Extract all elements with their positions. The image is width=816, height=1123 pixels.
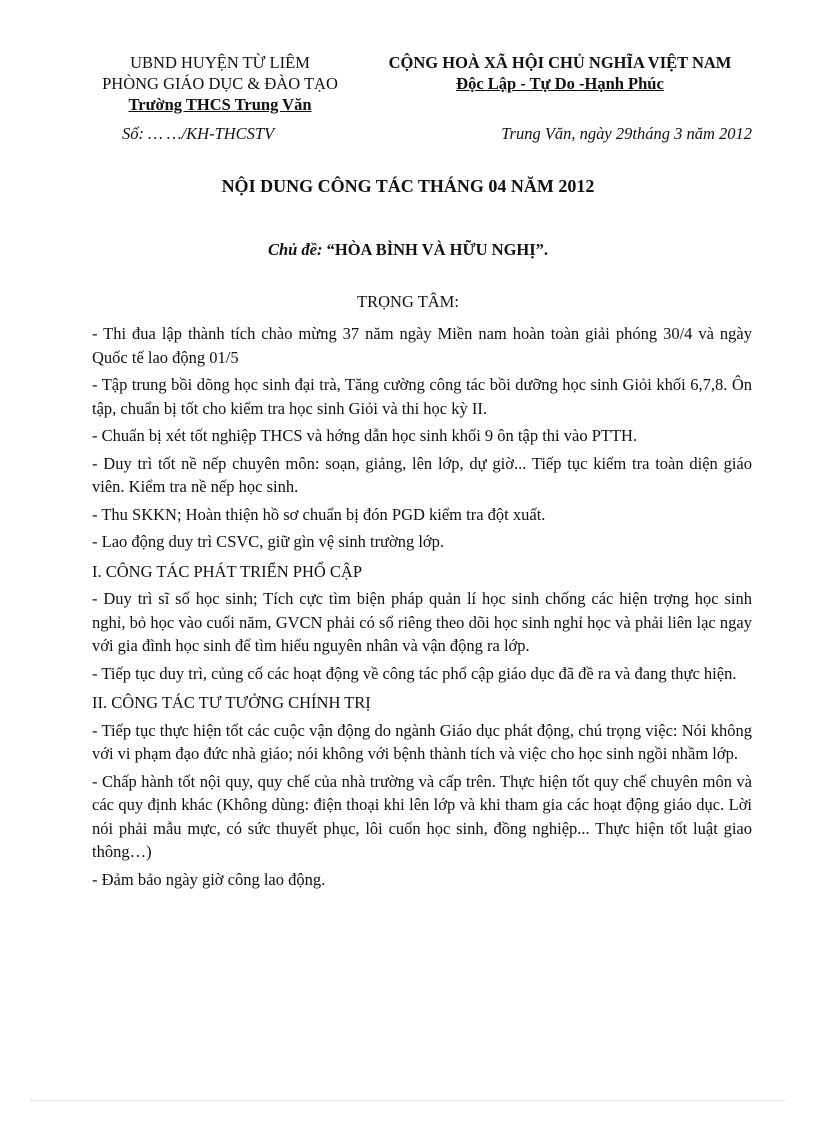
page-bottom-divider bbox=[30, 1100, 786, 1101]
theme-label: Chủ đề: bbox=[267, 240, 323, 259]
focus-item: - Thi đua lập thành tích chào mừng 37 năm ngày Miền nam hoàn toàn giải phóng 30/4 và ngày Quốc tế lao động 01/5 bbox=[92, 324, 752, 367]
section2-item: - Chấp hành tốt nội quy, quy chế của nhà trường và cấp trên. Thực hiện tốt quy chế chuyên môn và các quy định khác (Không dùng: điện thoại khi lên lớp và khi tham gia các hoạt động giáo dục. Lời nói phải mẫu mực, có sức thuyết phục, lôi cuốn học sinh, đồng nghiệp... Thực hiện tốt luật giao thông…) bbox=[92, 771, 752, 861]
header-district: UBND HUYỆN TỪ LIÊM bbox=[130, 53, 310, 72]
section-heading-political: II. CÔNG TÁC TƯ TƯỞNG CHÍNH TRỊ bbox=[92, 693, 371, 712]
focus-item: - Duy trì tốt nề nếp chuyên môn: soạn, giảng, lên lớp, dự giờ... Tiếp tục kiểm tra toàn diện giáo viên. Kiểm tra nề nếp học sinh. bbox=[92, 453, 752, 496]
document-body bbox=[92, 322, 752, 895]
focus-item: - Tập trung bồi dõng học sinh đại trà, Tăng cường công tác bồi dưỡng học sinh Giỏi khối 6,7,8. Ôn tập, chuẩn bị tốt cho kiểm tra học sinh Giỏi và thi học kỳ II. bbox=[92, 375, 752, 418]
focus-item: - Lao động duy trì CSVC, giữ gìn vệ sinh trường lớp. bbox=[92, 532, 445, 551]
document-date: Trung Văn, ngày 29tháng 3 năm 2012 bbox=[501, 124, 752, 143]
header-left bbox=[80, 52, 360, 115]
section2-item: - Đảm bảo ngày giờ công lao động. bbox=[92, 869, 326, 889]
header-country: CỘNG HOÀ XÃ HỘI CHỦ NGHĨA VIỆT NAM bbox=[388, 53, 732, 72]
header-motto: Độc Lập - Tự Do -Hạnh Phúc bbox=[456, 74, 664, 93]
focus-item: - Thu SKKN; Hoàn thiện hồ sơ chuẩn bị đón PGD kiểm tra đột xuất. bbox=[92, 504, 546, 524]
section1-item: - Tiếp tục duy trì, củng cố các hoạt động về công tác phổ cập giáo dục đã đề ra và đang thực hiện. bbox=[92, 663, 737, 683]
section1-item: - Duy trì sĩ số học sinh; Tích cực tìm biện pháp quản lí học sinh chống các hiện trợng học sinh nghỉ, bỏ học vào cuối năm, GVCN phải có sổ riêng theo dõi học sinh nghỉ học và phải liên lạc ngay với gia đình học sinh để tìm hiểu nguyên nhân và vận động ra lớp. bbox=[92, 589, 752, 655]
document-number: Số: … …/KH-THCSTV bbox=[122, 124, 275, 143]
section-heading-universalization: I. CÔNG TÁC PHÁT TRIỂN PHỔ CẬP bbox=[92, 561, 362, 581]
header-department: PHÒNG GIÁO DỤC & ĐÀO TẠO bbox=[102, 74, 338, 93]
focus-item: - Chuẩn bị xét tốt nghiệp THCS và hớng dẫn học sinh khối 9 ôn tập thi vào PTTH. bbox=[92, 426, 638, 445]
theme-text: “HÒA BÌNH VÀ HỮU NGHỊ”. bbox=[326, 240, 549, 259]
header-right bbox=[360, 52, 760, 94]
document-title: NỘI DUNG CÔNG TÁC THÁNG 04 NĂM 2012 bbox=[221, 176, 595, 196]
focus-heading: TRỌNG TÂM: bbox=[357, 292, 459, 311]
theme-line bbox=[0, 240, 816, 260]
header-school: Trường THCS Trung Văn bbox=[128, 95, 312, 114]
section2-item: - Tiếp tục thực hiện tốt các cuộc vận động do ngành Giáo dục phát động, chú trọng việc: Nói không với vi phạm đạo đức nhà giáo; nói không với bệnh thành tích và việc cho học sinh ngồi nhầm lớp. bbox=[92, 720, 752, 763]
